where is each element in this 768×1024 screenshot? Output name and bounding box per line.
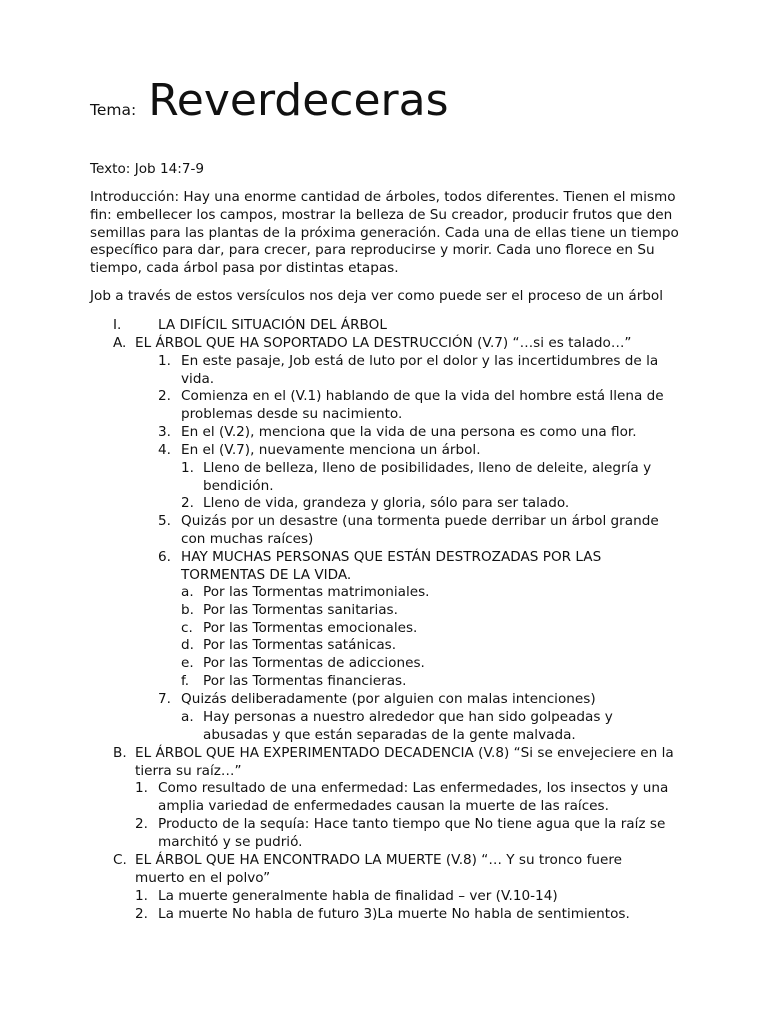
sublist-item: Por las Tormentas financieras. [203,673,407,689]
sublist-item: Hay personas a nuestro alrededor que han sido golpeadas y abusadas y que están separadas de la gente malvada. [203,709,613,743]
sublist-marker: a. [181,584,194,600]
sublist-marker: c. [181,620,193,636]
list-marker: 3. [158,424,171,440]
section-a-marker: A. [113,335,127,351]
list-marker: 2. [158,388,171,404]
sublist-marker: a. [181,709,194,725]
sublist-marker: b. [181,602,194,618]
sublist-marker: 1. [181,460,194,476]
section-b-marker: B. [113,745,127,761]
roman-heading: LA DIFÍCIL SITUACIÓN DEL ÁRBOL [158,317,387,333]
tema-label: Tema: [90,101,137,119]
list-item: HAY MUCHAS PERSONAS QUE ESTÁN DESTROZADAS POR LAS TORMENTAS DE LA VIDA. [181,549,602,583]
list-marker: 2. [135,906,148,922]
list-item: Quizás deliberadamente (por alguien con malas intenciones) [181,691,596,707]
list-marker: 7. [158,691,171,707]
page-title: Reverdeceras [148,75,449,126]
list-item: En este pasaje, Job está de luto por el dolor y las incertidumbres de la vida. [181,353,659,387]
roman-marker: I. [113,317,122,333]
sublist-item: Lleno de vida, grandeza y gloria, sólo para ser talado. [203,495,570,511]
list-marker: 6. [158,549,171,565]
list-item: Quizás por un desastre (una tormenta puede derribar un árbol grande con muchas raíces) [181,513,659,547]
list-item: En el (V.7), nuevamente menciona un árbol. [181,442,481,458]
sublist-marker: f. [181,673,190,689]
section-c-marker: C. [113,852,127,868]
sublist-item: Por las Tormentas sanitarias. [203,602,398,618]
sublist-marker: e. [181,655,194,671]
intro-paragraph: Introducción: Hay una enorme cantidad de árboles, todos diferentes. Tienen el mismo fin: embellecer los campos, mostrar la belleza de Su creador, producir frutos que den semillas para las plantas de la próxima generación. Cada una de ellas tiene un tiempo específico para dar, para crecer, para reproducirse y morir. Cada uno florece en Su tiempo, cada árbol pasa por distintas etapas. [90,189,679,277]
section-a-heading: EL ÁRBOL QUE HA SOPORTADO LA DESTRUCCIÓN (V.7) “…si es talado…” [135,335,632,351]
list-marker: 1. [158,353,171,369]
list-marker: 2. [135,816,148,832]
list-item: Producto de la sequía: Hace tanto tiempo que No tiene agua que la raíz se marchitó y se pudrió. [158,816,666,850]
sublist-item: Por las Tormentas satánicas. [203,637,397,653]
list-marker: 1. [135,780,148,796]
sublist-item: Por las Tormentas de adicciones. [203,655,425,671]
list-item: Comienza en el (V.1) hablando de que la vida del hombre está llena de problemas desde su nacimiento. [181,388,664,422]
list-item: Como resultado de una enfermedad: Las enfermedades, los insectos y una amplia variedad de enfermedades causan la muerte de las raíces. [158,780,669,814]
sublist-item: Por las Tormentas emocionales. [203,620,418,636]
list-marker: 5. [158,513,171,529]
texto-line: Texto: Job 14:7-9 [90,161,205,177]
list-marker: 4. [158,442,171,458]
sublist-marker: 2. [181,495,194,511]
sublist-item: Lleno de belleza, lleno de posibilidades, lleno de deleite, alegría y bendición. [203,460,652,494]
list-item: En el (V.2), menciona que la vida de una persona es como una flor. [181,424,637,440]
list-item: La muerte generalmente habla de finalidad – ver (V.10-14) [158,888,558,904]
title-row [90,75,449,126]
job-line: Job a través de estos versículos nos deja ver como puede ser el proceso de un árbol [90,288,664,304]
sublist-marker: d. [181,637,194,653]
section-b-heading: EL ÁRBOL QUE HA EXPERIMENTADO DECADENCIA (V.8) “Si se envejeciere en la tierra su raíz…” [135,745,674,779]
list-item: La muerte No habla de futuro 3)La muerte No habla de sentimientos. [158,906,630,922]
section-c-heading: EL ÁRBOL QUE HA ENCONTRADO LA MUERTE (V.8) “… Y su tronco fuere muerto en el polvo” [135,852,622,886]
list-marker: 1. [135,888,148,904]
sublist-item: Por las Tormentas matrimoniales. [203,584,430,600]
